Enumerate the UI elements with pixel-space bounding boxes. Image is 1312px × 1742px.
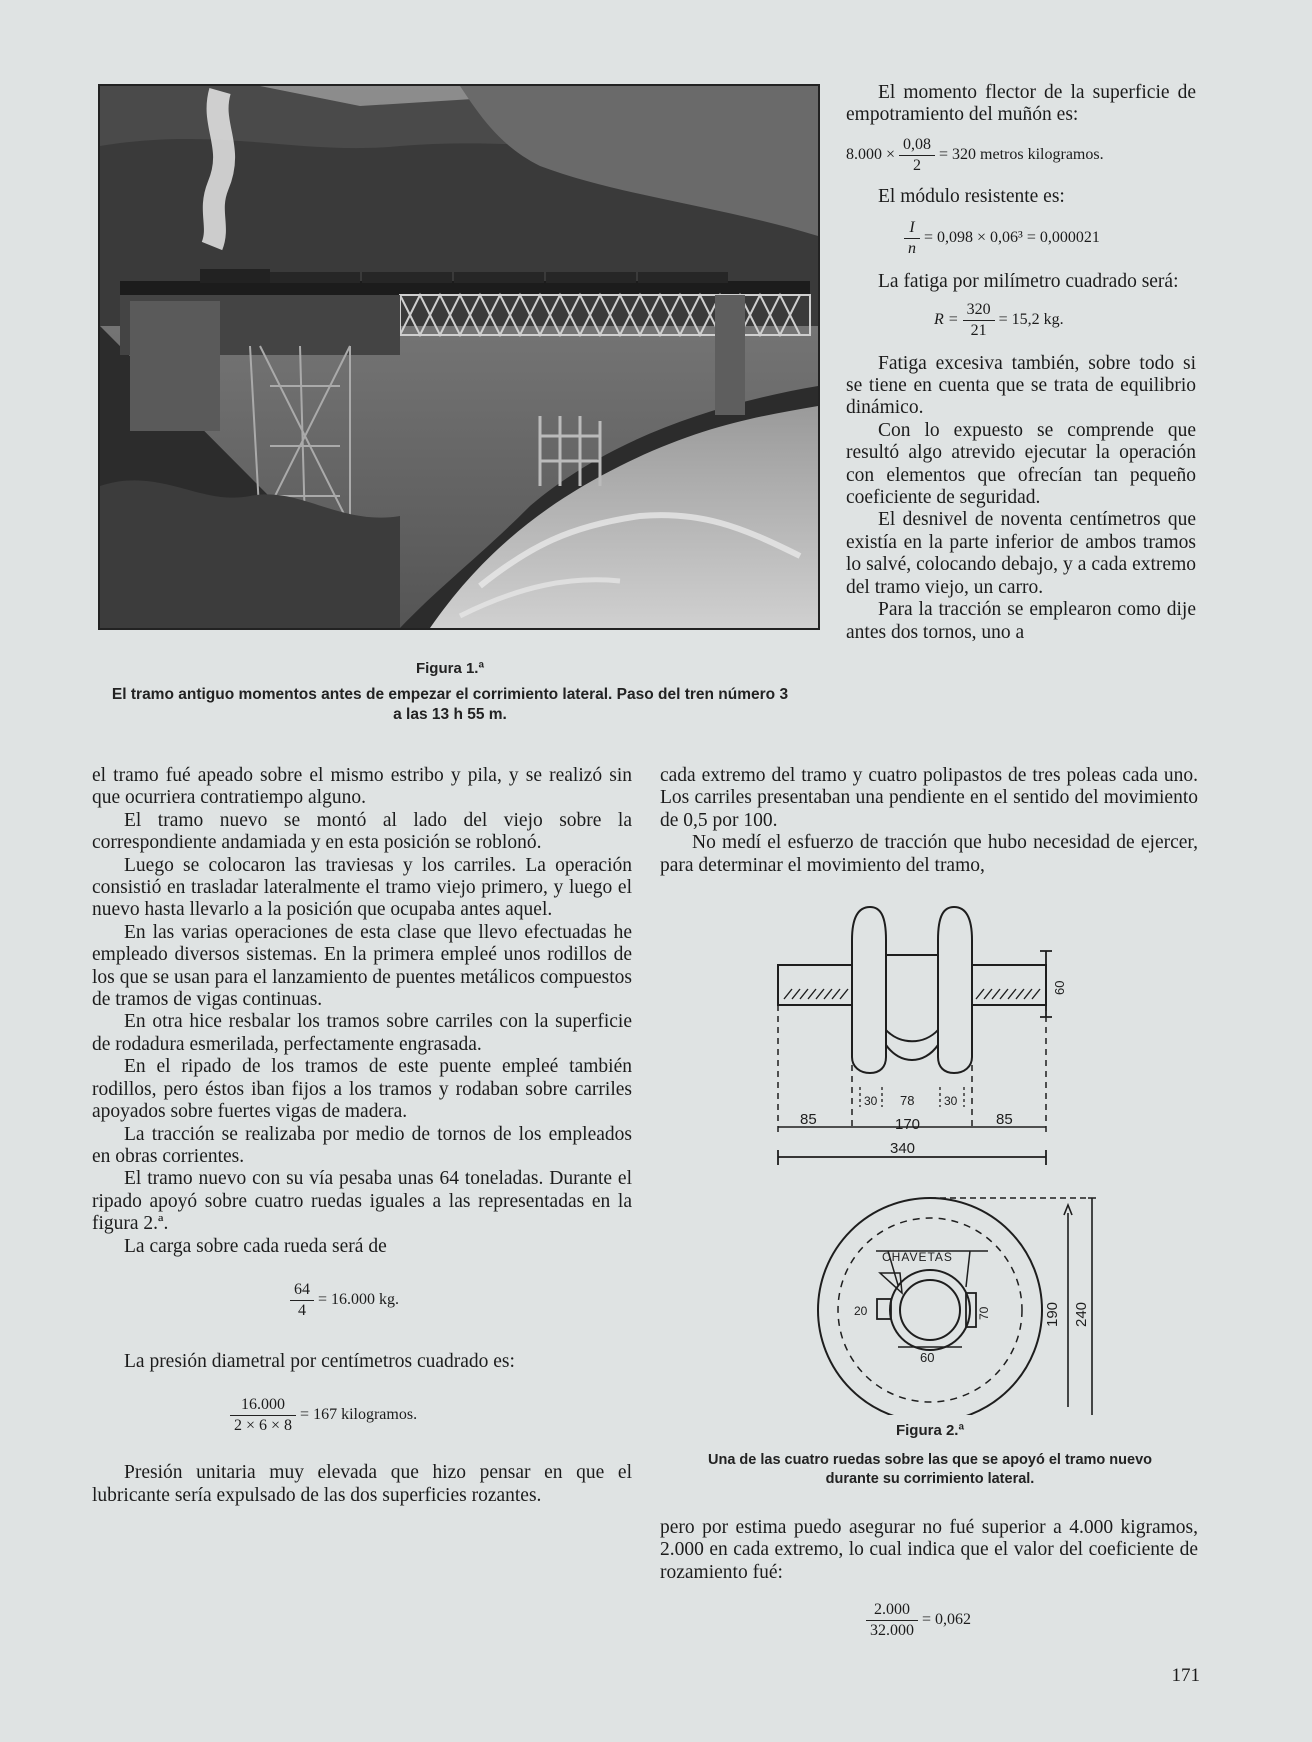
right-flange [938,907,972,1073]
dim-78: 78 [900,1093,915,1108]
right-paragraph-2: El módulo resistente es: [878,185,1065,207]
dim-170: 170 [895,1116,921,1133]
right-bottom-paragraph: pero por estima puedo asegurar no fué superior a 4.000 kigramos, 2.000 en cada extremo, lo cual indica que el valor del coeficiente de rozamiento fué: [660,1517,1198,1583]
dim-30-right: 30 [944,1094,958,1108]
formula-modulo-right: = 0,098 × 0,06³ = 0,000021 [924,229,1100,247]
figure2-label: Figura 2.ª [895,1422,965,1439]
left-paragraph-1: el tramo fué apeado sobre el mismo estribo y pila, y se realizó sin que ocurriera contratiempo alguno. [92,765,632,809]
left-flange [852,907,886,1073]
dim-60-side: 60 [1052,980,1067,995]
left-paragraph-2: El tramo nuevo se montó al lado del viejo sobre la correspondiente andamiada y en esta posición se roblonó. [92,809,632,854]
formula-momento-den: 2 [913,156,922,174]
formula-modulo [904,218,1196,259]
formula-momento [846,135,1196,176]
dim-240: 240 [1073,1301,1090,1327]
dim-85-left: 85 [800,1111,817,1128]
formula-modulo-num: I [904,218,920,239]
figure1-label: Figura 1.ª [415,660,485,677]
right-paragraph-1: El momento flector de la superficie de empotramiento del muñón es: [846,82,1196,126]
formula-coeficiente-right: = 0,062 [922,1611,972,1629]
right-column-top [846,82,1196,644]
wheel-outer-circle [818,1198,1042,1415]
dim-190: 190 [1044,1301,1061,1327]
wheel-diagram [770,895,1100,1415]
formula-momento-fraction [899,135,935,176]
right-mid-paragraph-2: No medí el esfuerzo de tracción que hubo necesidad de ejercer, para determinar el movimiento del tramo, [660,832,1198,876]
figure2-caption-line2: durante su corrimiento lateral. [825,1471,1035,1487]
left-paragraph-9: La carga sobre cada rueda será de [124,1235,387,1257]
right-paragraph-4: Fatiga excesiva también, sobre todo si se tiene en cuenta que se trata de equilibrio dinámico. [846,352,1196,419]
right-paragraph-6: El desnivel de noventa centímetros que existía en la parte inferior de ambos tramos lo salvé, colocando debajo, y a cada extremo del tramo viejo, un carro. [846,509,1196,598]
right-axle-stub [972,965,1046,1005]
figure2-caption-line1: Una de las cuatro ruedas sobre las que se apoyó el tramo nuevo [707,1452,1152,1468]
formula-coeficiente-fraction [866,1600,918,1641]
formula-coeficiente-den: 32.000 [870,1622,914,1640]
formula-carga-fraction [290,1280,314,1321]
right-column-bottom [660,1517,1198,1641]
formula-presion-den: 2 × 6 × 8 [234,1417,293,1435]
formula-modulo-fraction [904,218,920,259]
formula-momento-right: = 320 metros kilogramos. [939,145,1104,163]
left-paragraph-6: En el ripado de los tramos de este puente empleé también rodillos, pero éstos iban fijos a los tramos y rodaban sobre carriles apoyados sobre fuertes vigas de madera. [92,1056,632,1123]
formula-fatiga-fraction [963,300,995,341]
dim-30-left: 30 [864,1094,878,1108]
right-paragraph-5: Con lo expuesto se comprende que resultó algo atrevido ejecutar la operación con elementos que ofrecían tan pequeño coeficiente de seguridad. [846,419,1196,509]
formula-fatiga-right: = 15,2 kg. [998,310,1064,328]
formula-fatiga [934,300,1196,341]
dim-340: 340 [890,1140,916,1157]
left-paragraph-7: La tracción se realizaba por medio de tornos de los empleados en obras corrientes. [92,1123,632,1167]
bridge-photo [98,84,820,630]
formula-presion [230,1395,632,1436]
figure1-caption-line1: El tramo antiguo momentos antes de empezar el corrimiento lateral. Paso del tren número 3 [111,686,789,703]
formula-momento-num: 0,08 [899,135,935,156]
right-paragraph-7: Para la tracción se emplearon como dije antes dos tornos, uno a [846,599,1196,643]
formula-momento-left: 8.000 × [846,145,896,163]
wheel-tread [886,955,938,1060]
formula-coeficiente [866,1600,1198,1641]
left-axle-stub [778,965,852,1005]
formula-carga-den: 4 [298,1301,306,1319]
dim-20: 20 [854,1304,868,1318]
formula-presion-fraction [230,1395,296,1436]
formula-fatiga-den: 21 [970,321,987,339]
left-paragraph-4: En las varias operaciones de esta clase que llevo efectuadas he empleado diversos sistemas. En la primera empleé unos rodillos de los que se usan para el lanzamiento de puentes metálicos compuestos de tramos de vigas continuas. [92,921,632,1011]
dim-85-right: 85 [996,1111,1013,1128]
dim-60: 60 [920,1350,935,1365]
figure1-caption-line2: a las 13 h 55 m. [393,706,507,723]
formula-carga-num: 64 [290,1280,314,1301]
formula-coeficiente-num: 2.000 [866,1600,918,1621]
bridge-illustration [100,86,818,628]
dim-70: 70 [977,1306,991,1320]
right-paragraph-3: La fatiga por milímetro cuadrado será: [878,271,1179,293]
formula-presion-right: = 167 kilogramos. [300,1406,418,1424]
formula-modulo-den: n [908,240,916,258]
right-column-middle [660,765,1198,877]
formula-carga-right: = 16.000 kg. [318,1291,400,1309]
left-paragraph-8: El tramo nuevo con su vía pesaba unas 64 toneladas. Durante el ripado apoyó sobre cuatro ruedas iguales a las representadas en la figura 2.ª. [92,1168,632,1235]
left-column [92,765,632,1507]
left-paragraph-10: La presión diametral por centímetros cuadrado es: [124,1350,515,1372]
right-mid-paragraph-1: cada extremo del tramo y cuatro polipastos de tres poleas cada uno. Los carriles presentaban una pendiente en el sentido del movimiento de 0,5 por 100. [660,765,1198,831]
left-paragraph-11: Presión unitaria muy elevada que hizo pensar en que el lubricante sería expulsado de las dos superficies rozantes. [92,1462,632,1506]
formula-fatiga-left: R = [934,310,959,328]
left-paragraph-5: En otra hice resbalar los tramos sobre carriles con la superficie de rodadura esmerilada, perfectamente engrasada. [92,1011,632,1055]
formula-carga [290,1280,632,1321]
page-number: 171 [1171,1665,1200,1686]
formula-fatiga-num: 320 [963,300,995,321]
formula-presion-num: 16.000 [230,1395,296,1416]
chavetas-label: CHAVETAS [882,1250,953,1264]
left-paragraph-3: Luego se colocaron las traviesas y los carriles. La operación consistió en trasladar lateralmente el tramo viejo primero, y luego el nuevo hasta llevarlo a la posición que ocupaba antes aquel. [92,854,632,921]
